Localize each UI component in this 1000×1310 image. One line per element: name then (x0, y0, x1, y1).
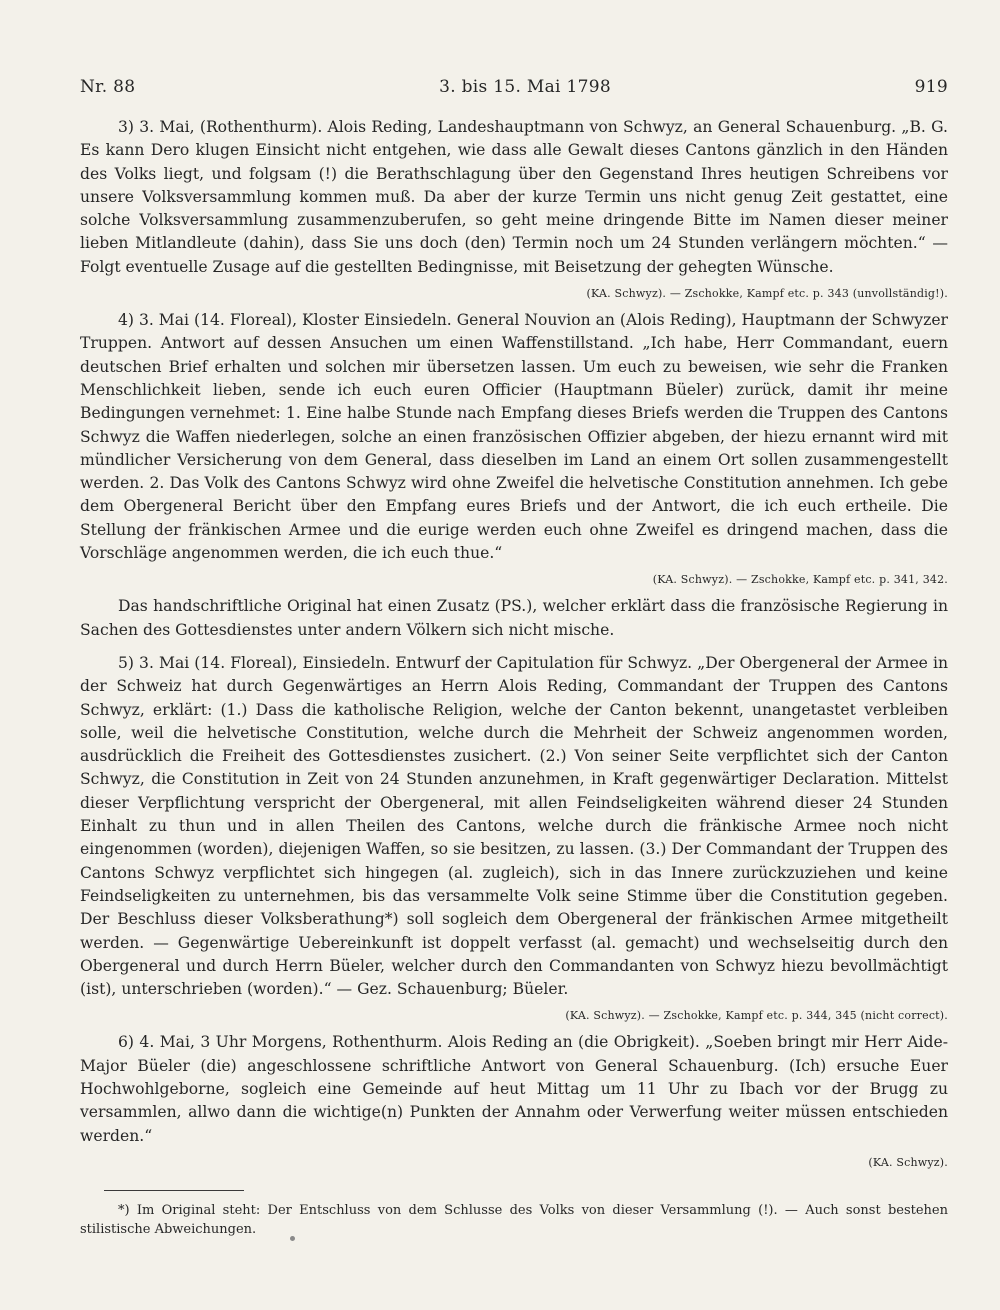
entry-3-text: 3) 3. Mai, (Rothenthurm). Alois Reding, Landeshauptmann von Schwyz, an General Schauenburg. „B. G. Es kann Dero klugen Einsicht nicht entgehen, wie dass alle Gewalt dieses Cantons gänzlich in den Händen des Volks liegt, und folgsam (!) die Berathschlagung über den Gegenstand Ihres heutigen Schreibens vor unsere Volksversammlung kommen muß. Da aber der kurze Termin uns nicht genug Zeit gestattet, eine solche Volksversammlung zusammenzuberufen, so geht meine dringende Bitte im Namen dieser meiner lieben Mitlandleute (dahin), dass Sie uns doch (den) Termin noch um 24 Stunden verlängern möchten.“ — Folgt eventuelle Zusage auf die gestellten Bedingnisse, mit Beisetzung der gehegten Wünsche. (80, 118, 948, 276)
entry-3-citation (80, 286, 948, 301)
paper-speck (290, 1236, 295, 1241)
page-header (80, 76, 948, 98)
entry-5-citation (80, 1008, 948, 1023)
citation-text: (KA. Schwyz). — Zschokke, Kampf etc. p. 344, 345 (nicht correct). (565, 1009, 948, 1023)
footnote-divider (104, 1190, 244, 1191)
entry-6-text: 6) 4. Mai, 3 Uhr Morgens, Rothenthurm. Alois Reding an (die Obrigkeit). „Soeben bringt mir Herr Aide-Major Büeler (die) angeschlossene schriftliche Antwort von General Schauenburg. (Ich) ersuche Euer Hochwohlgeborne, sogleich eine Gemeinde auf heut Mittag um 11 Uhr zu Ibach vor der Brugg zu versammlen, allwo dann die wichtige(n) Punkten der Annahm oder Verwerfung weiter müssen entschieden werden.“ (80, 1033, 948, 1145)
entry-4-citation (80, 572, 948, 587)
date-range: 3. bis 15. Mai 1798 (439, 77, 611, 97)
citation-text: (KA. Schwyz). — Zschokke, Kampf etc. p. 343 (unvollständig!). (586, 287, 948, 301)
page-number: 919 (914, 77, 948, 97)
footnote: *) Im Original steht: Der Entschluss von dem Schlusse des Volks von dieser Versammlung (!). — Auch sonst bestehen stilistische Abweichungen. (80, 1202, 948, 1237)
entry-4-text: 4) 3. Mai (14. Floreal), Kloster Einsiedeln. General Nouvion an (Alois Reding), Hauptmann der Schwyzer Truppen. Antwort auf dessen Ansuchen um einen Waffenstillstand. „Ich habe, Herr Commandant, euern deutschen Brief erhalten und solchen mir übersetzen lassen. Um euch zu beweisen, wie sehr die Franken Menschlichkeit lieben, sende ich euch euren Officier (Hauptmann Büeler) zurück, damit ihr meine Bedingungen vernehmet: 1. Eine halbe Stunde nach Empfang dieses Briefs werden die Truppen des Cantons Schwyz die Waffen niederlegen, solche an einen französischen Offizier abgeben, der hiezu ernannt wird mit mündlicher Versicherung von dem General, dass dieselben im Land an einem Ort sollen zusammengestellt werden. 2. Das Volk des Cantons Schwyz wird ohne Zweifel die helvetische Constitution annehmen. Ich gebe dem Obergeneral Bericht über den Empfang eures Briefs und der Antwort, die ich euch ertheile. Die Stellung der fränkischen Armee und die eurige werden euch ohne Zweifel es dringend machen, dass die Vorschläge angenommen werden, die ich euch thue.“ (80, 311, 949, 563)
issue-number: Nr. 88 (80, 77, 136, 97)
original-note: Das handschriftliche Original hat einen Zusatz (PS.), welcher erklärt dass die französische Regierung in Sachen des Gottesdienstes unter andern Völkern sich nicht mische. (80, 597, 948, 639)
entry-6-citation (80, 1155, 948, 1170)
citation-text: (KA. Schwyz). (868, 1155, 948, 1169)
entry-5-text: 5) 3. Mai (14. Floreal), Einsiedeln. Entwurf der Capitulation für Schwyz. „Der Obergeneral der Armee in der Schweiz hat durch Gegenwärtiges an Herrn Alois Reding, Commandant der Truppen des Cantons Schwyz, erklärt: (1.) Dass die katholische Religion, welche der Canton bekennt, unangetastet verbleiben solle, weil die helvetische Constitution, welche durch die Mehrheit der Schweiz angenommen worden, ausdrücklich die Freiheit des Gottesdienstes zusichert. (2.) Von seiner Seite verpflichtet sich der Canton Schwyz, die Constitution in Zeit von 24 Stunden anzunehmen, in Kraft gegenwärtiger Declaration. Mittelst dieser Verpflichtung verspricht der Obergeneral, mit allen Feindseligkeiten während dieser 24 Stunden Einhalt zu thun und in allen Theilen des Cantons, welche durch die fränkische Armee noch nicht eingenommen (worden), diejenigen Waffen, so sie besitzen, zu lassen. (3.) Der Commandant der Truppen des Cantons Schwyz verpflichtet sich hingegen (al. zugleich), sich in das Innere zurückzuziehen und keine Feindseligkeiten zu unternehmen, bis das versammelte Volk seine Stimme über die Constitution gegeben. Der Beschluss dieser Volksberathung*) soll sogleich dem Obergeneral der fränkischen Armee mitgetheilt werden. — Gegenwärtige Uebereinkunft ist doppelt verfasst (al. gemacht) und wechselseitig durch den Obergeneral und durch Herrn Büeler, welcher durch den Commandanten von Schwyz hiezu bevollmächtigt (ist), unterschrieben (worden).“ — Gez. Schauenburg; Büeler. (80, 653, 948, 999)
citation-text: (KA. Schwyz). — Zschokke, Kampf etc. p. 341, 342. (652, 573, 948, 587)
